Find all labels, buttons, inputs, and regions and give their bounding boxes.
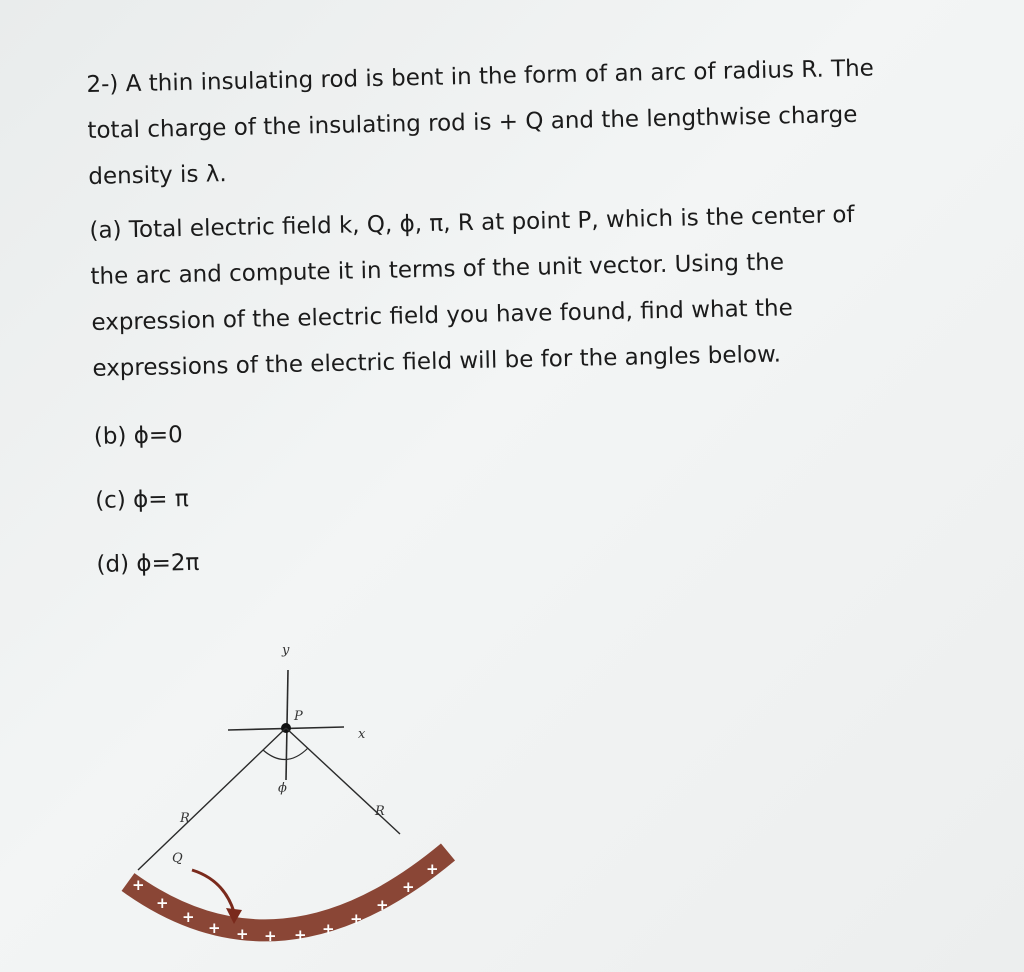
x-axis-label: x [358,727,366,742]
angle-label: ϕ [278,781,287,796]
arc-diagram-svg [100,630,480,960]
plus-sign: + [322,920,335,938]
plus-sign: + [294,926,307,944]
charge-arrow [192,870,234,912]
plus-sign: + [426,860,439,878]
plus-sign: + [264,927,277,945]
plus-sign: + [376,896,389,914]
y-axis-label: y [282,643,290,658]
problem-text [86,44,977,606]
intro-line-2: total charge of the insulating rod is + Q and the lengthwise charge [87,101,858,144]
part-b: (b) ϕ=0 [93,422,184,450]
part-c: (c) ϕ= π [94,485,189,514]
part-a-line-3: expression of the electric field you have found, find what the [91,295,793,336]
plus-sign: + [182,908,195,926]
charge-label: Q [172,851,183,866]
arc-diagram [100,630,480,960]
part-a-line-4: expressions of the electric field will be for the angles below. [92,341,782,382]
angle-arc [263,748,308,760]
radius-label-left: R [180,811,190,826]
plus-sign: + [236,925,249,943]
point-p-label: P [294,709,303,724]
plus-sign: + [402,878,415,896]
plus-sign: + [132,876,145,894]
part-a-line-2: the arc and compute it in terms of the unit vector. Using the [90,249,785,290]
part-d: (d) ϕ=2π [96,549,200,578]
radius-label-right: R [375,804,385,819]
part-a-line-1: (a) Total electric field k, Q, ϕ, π, R at point P, which is the center of [89,201,855,244]
plus-sign: + [156,894,169,912]
radius-line-left [138,728,286,870]
intro-line-3: density is λ. [88,161,227,190]
plus-sign: + [208,919,221,937]
intro-line-1: 2-) A thin insulating rod is bent in the form of an arc of radius R. The [86,55,875,98]
plus-sign: + [350,910,363,928]
